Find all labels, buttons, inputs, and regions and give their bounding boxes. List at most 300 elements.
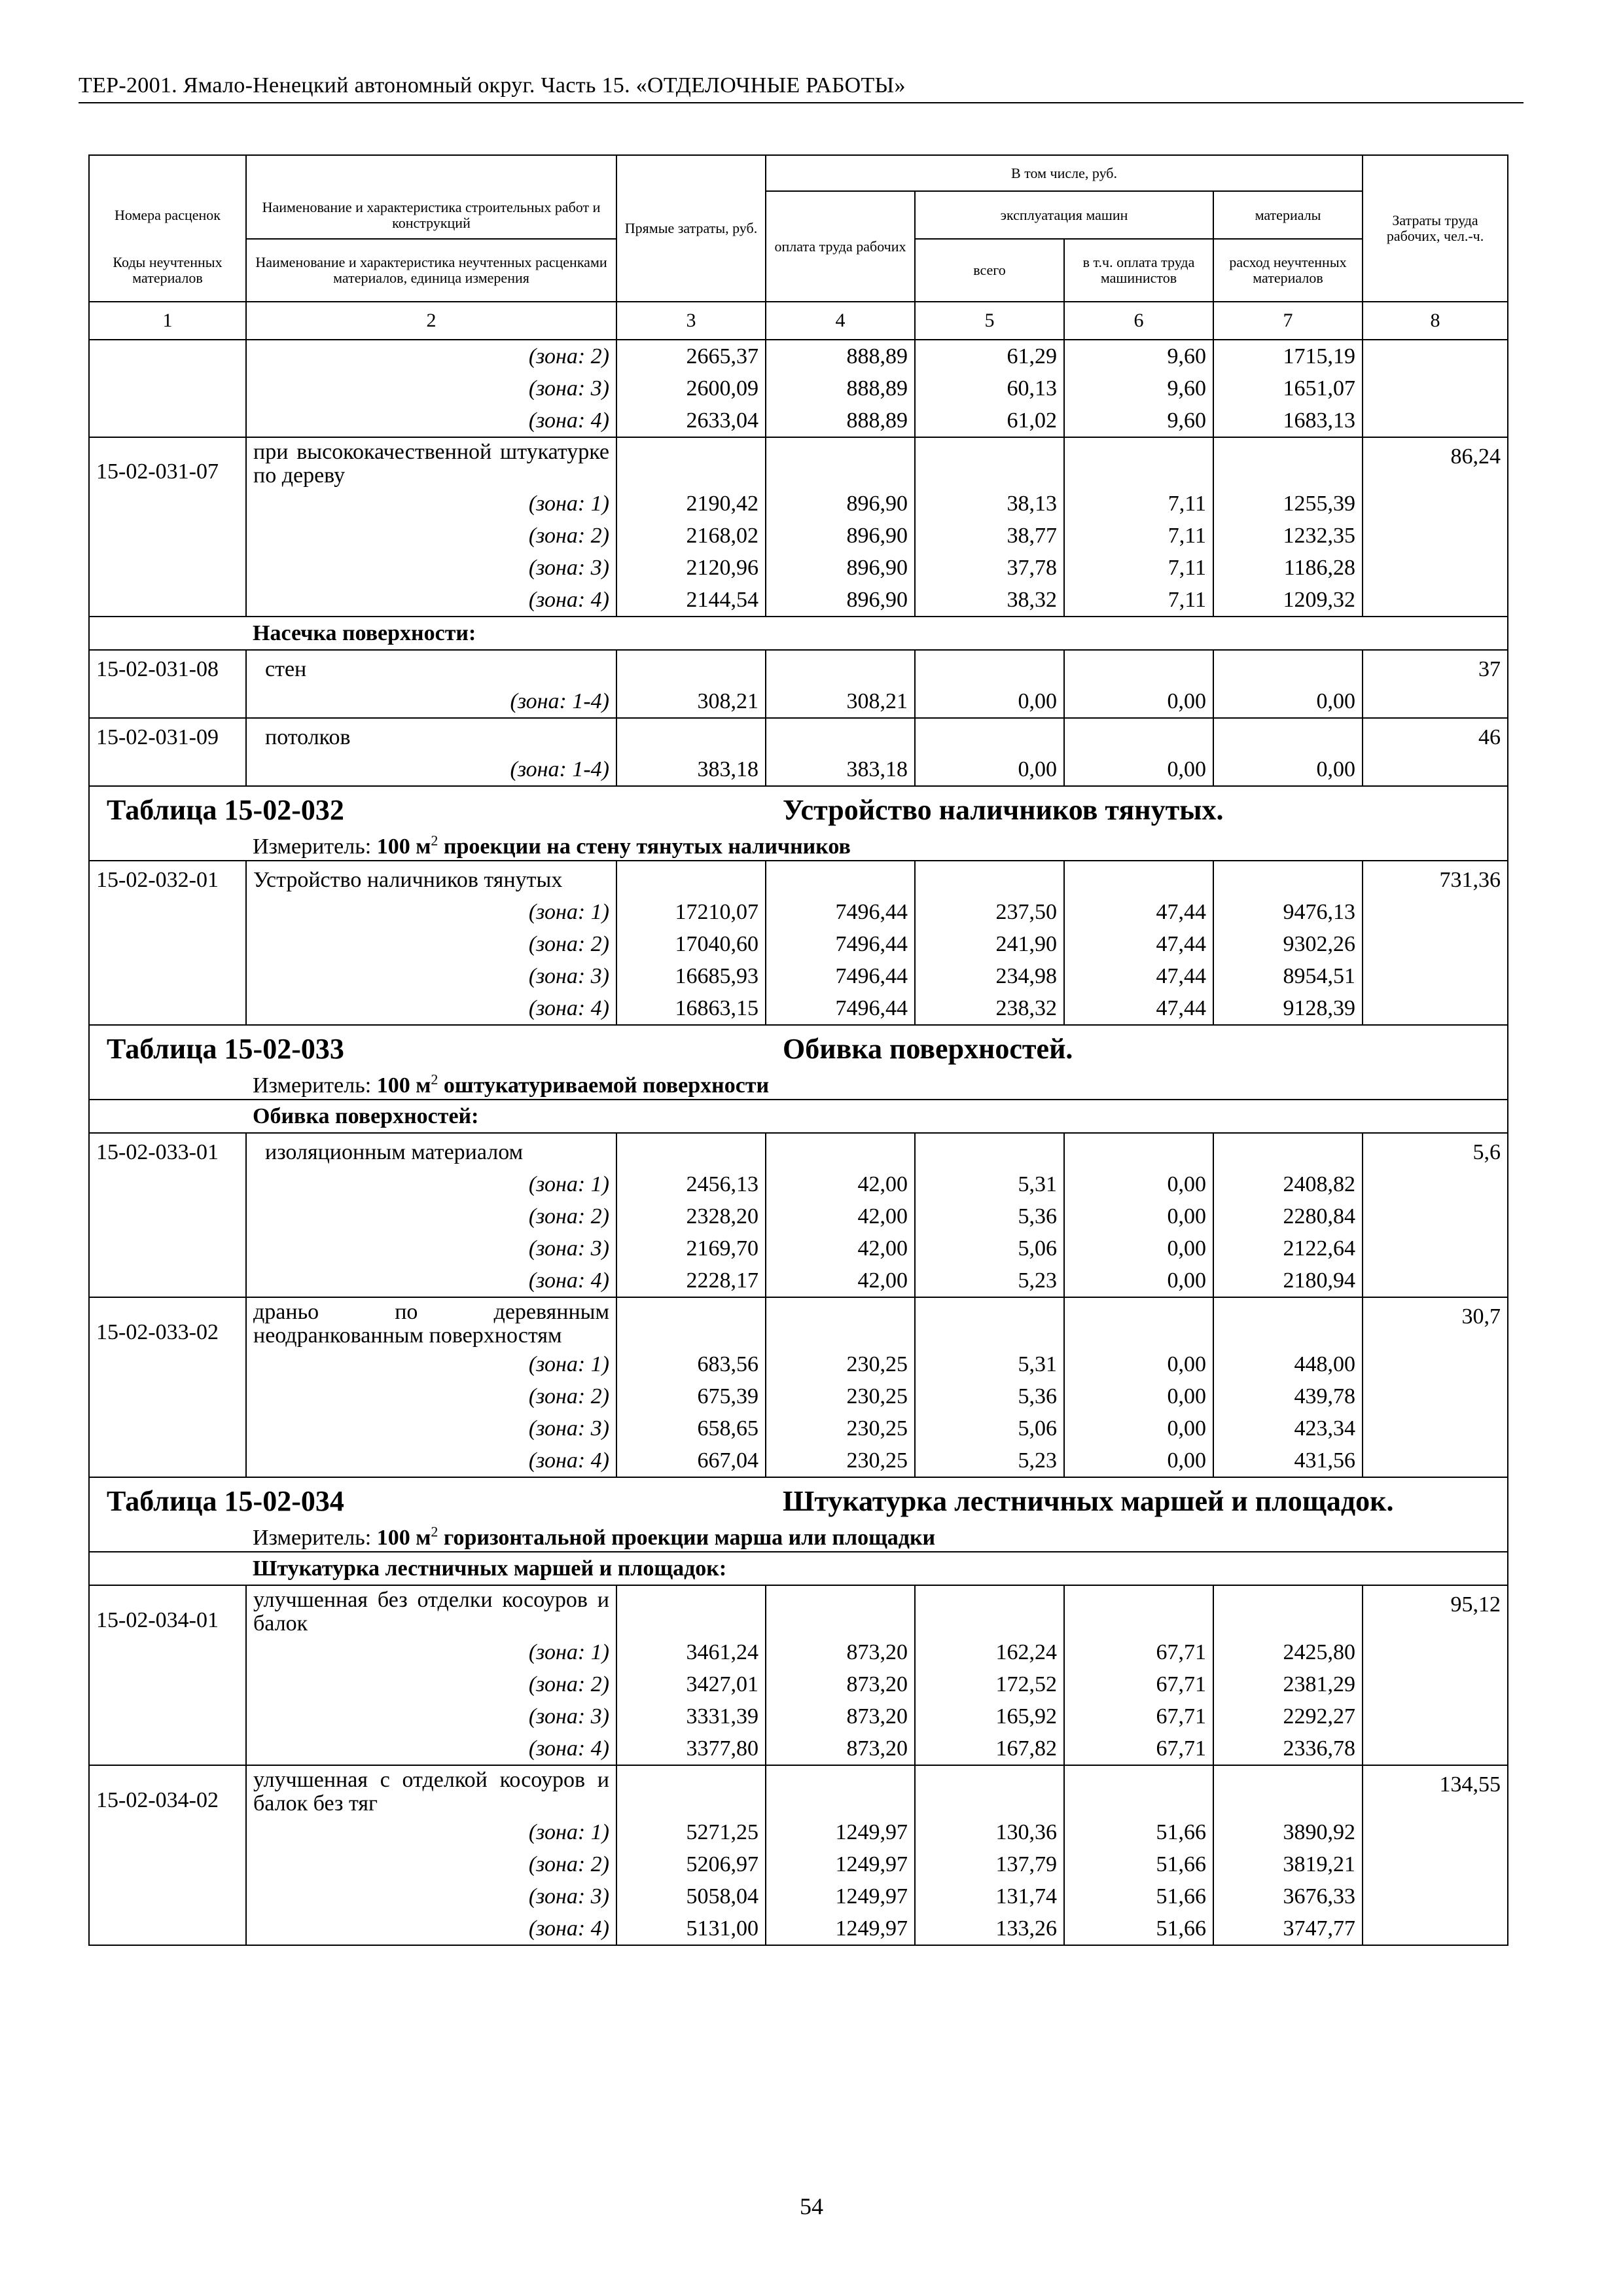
machines-pay: 47,44: [1064, 928, 1213, 960]
table-title-row: [89, 1477, 1508, 1525]
direct-cost: 3427,01: [616, 1668, 766, 1700]
item-row: [89, 1765, 1508, 1816]
materials: 1651,07: [1213, 372, 1363, 404]
item-name: драньо по деревянным неодранкованным поверхностям: [246, 1297, 616, 1348]
machines-pay: 9,60: [1064, 340, 1213, 372]
direct-cost: 383,18: [616, 753, 766, 786]
measure-row: [89, 1525, 1508, 1552]
col-number: 6: [1064, 302, 1213, 340]
empty-cell: [915, 1765, 1064, 1816]
measure-rest: горизонтальной проекции марша или площадки: [438, 1526, 936, 1550]
zone-label: (зона: 3): [246, 552, 616, 584]
direct-cost: 675,39: [616, 1380, 766, 1412]
zone-row: [89, 404, 1508, 437]
code-cell: [89, 1380, 246, 1412]
direct-cost: 2120,96: [616, 552, 766, 584]
zone-row: [89, 928, 1508, 960]
machines-total: 137,79: [915, 1848, 1064, 1880]
group-title: Штукатурка лестничных маршей и площадок:: [246, 1552, 1508, 1585]
empty-cell: [616, 861, 766, 896]
group-title: Обивка поверхностей:: [246, 1100, 1508, 1133]
labor-pay: 308,21: [766, 685, 915, 718]
machines-total: 238,32: [915, 992, 1064, 1025]
zone-label: (зона: 2): [246, 1668, 616, 1700]
machines-pay: 0,00: [1064, 1168, 1213, 1200]
col-name-top: Наименование и характеристика строительных работ и конструкций: [246, 192, 616, 239]
empty-cell: [1213, 861, 1363, 896]
materials: 2292,27: [1213, 1700, 1363, 1732]
empty-cell: [1064, 718, 1213, 753]
empty-cell: [1213, 1585, 1363, 1636]
machines-pay: 7,11: [1064, 584, 1213, 617]
machines-total: 167,82: [915, 1732, 1064, 1765]
labor-pay: 230,25: [766, 1412, 915, 1444]
machines-total: 5,31: [915, 1168, 1064, 1200]
materials: 3890,92: [1213, 1816, 1363, 1848]
zone-label: (зона: 1): [246, 488, 616, 520]
empty-cell: [766, 1297, 915, 1348]
zone-row: [89, 1168, 1508, 1200]
direct-cost: 2169,70: [616, 1232, 766, 1265]
col-machines-total: всего: [915, 239, 1064, 302]
direct-cost: 2144,54: [616, 584, 766, 617]
empty-cell: [915, 861, 1064, 896]
labor-pay: 42,00: [766, 1168, 915, 1200]
materials: 1715,19: [1213, 340, 1363, 372]
direct-cost: 2665,37: [616, 340, 766, 372]
zone-label: (зона: 1): [246, 1816, 616, 1848]
code-cell: [89, 1265, 246, 1297]
code-cell: [89, 1732, 246, 1765]
zone-label: (зона: 4): [246, 1732, 616, 1765]
zone-label: (зона: 3): [246, 1412, 616, 1444]
labor-pay: 888,89: [766, 372, 915, 404]
zone-row: [89, 1232, 1508, 1265]
measure-sup: 2: [431, 1525, 438, 1540]
empty-cell: [616, 1765, 766, 1816]
labor-cost-cell: [1363, 1348, 1508, 1380]
labor-cost-cell: [1363, 1380, 1508, 1412]
zone-label: (зона: 1): [246, 896, 616, 928]
col-included-group: В том числе, руб.: [766, 155, 1363, 191]
machines-total: 61,29: [915, 340, 1064, 372]
zone-row: [89, 584, 1508, 617]
zone-label: (зона: 1): [246, 1348, 616, 1380]
machines-total: 241,90: [915, 928, 1064, 960]
direct-cost: 2228,17: [616, 1265, 766, 1297]
labor-cost-cell: [1363, 1444, 1508, 1477]
group-row: [89, 1100, 1508, 1133]
labor-pay: 42,00: [766, 1232, 915, 1265]
item-name: Устройство наличников тянутых: [246, 861, 616, 896]
code-cell: [89, 1912, 246, 1945]
table-title-row: [89, 1025, 1508, 1073]
labor-cost: 46: [1363, 718, 1508, 753]
zone-row: [89, 1200, 1508, 1232]
machines-pay: 67,71: [1064, 1636, 1213, 1668]
labor-cost-cell: [1363, 1668, 1508, 1700]
empty-cell: [89, 1525, 246, 1552]
empty-cell: [766, 1585, 915, 1636]
item-code: 15-02-031-09: [89, 718, 246, 753]
labor-cost-cell: [1363, 1880, 1508, 1912]
zone-label: (зона: 4): [246, 992, 616, 1025]
empty-cell: [616, 650, 766, 685]
zone-row: [89, 340, 1508, 372]
machines-pay: 51,66: [1064, 1912, 1213, 1945]
zone-row: [89, 1816, 1508, 1848]
empty-cell: [1213, 1765, 1363, 1816]
machines-pay: 51,66: [1064, 1816, 1213, 1848]
labor-cost-cell: [1363, 1232, 1508, 1265]
table-title-row: [89, 786, 1508, 834]
empty-cell: [915, 650, 1064, 685]
col-number: 1: [89, 302, 246, 340]
labor-pay: 7496,44: [766, 960, 915, 992]
materials: 439,78: [1213, 1380, 1363, 1412]
machines-pay: 47,44: [1064, 896, 1213, 928]
zone-label: (зона: 1): [246, 1636, 616, 1668]
labor-pay: 873,20: [766, 1700, 915, 1732]
group-row: [89, 617, 1508, 650]
materials: 1683,13: [1213, 404, 1363, 437]
table-body: [89, 340, 1508, 1945]
labor-pay: 888,89: [766, 340, 915, 372]
materials: 2122,64: [1213, 1232, 1363, 1265]
machines-pay: 0,00: [1064, 1348, 1213, 1380]
machines-total: 165,92: [915, 1700, 1064, 1732]
direct-cost: 16863,15: [616, 992, 766, 1025]
machines-total: 5,06: [915, 1232, 1064, 1265]
labor-pay: 383,18: [766, 753, 915, 786]
machines-total: 61,02: [915, 404, 1064, 437]
machines-pay: 0,00: [1064, 753, 1213, 786]
measure-label: Измеритель:: [253, 834, 372, 859]
machines-pay: 9,60: [1064, 404, 1213, 437]
direct-cost: 667,04: [616, 1444, 766, 1477]
machines-pay: 0,00: [1064, 1200, 1213, 1232]
machines-total: 5,06: [915, 1412, 1064, 1444]
empty-cell: [1213, 718, 1363, 753]
materials: 1255,39: [1213, 488, 1363, 520]
labor-cost-cell: [1363, 520, 1508, 552]
zone-row: [89, 1636, 1508, 1668]
labor-cost-cell: [1363, 1200, 1508, 1232]
machines-total: 131,74: [915, 1880, 1064, 1912]
machines-pay: 67,71: [1064, 1668, 1213, 1700]
materials: 1209,32: [1213, 584, 1363, 617]
zone-row: [89, 992, 1508, 1025]
labor-cost-cell: [1363, 1636, 1508, 1668]
code-cell: [89, 552, 246, 584]
labor-cost: 30,7: [1363, 1297, 1508, 1348]
labor-cost-cell: [1363, 1412, 1508, 1444]
machines-pay: 0,00: [1064, 1412, 1213, 1444]
machines-total: 133,26: [915, 1912, 1064, 1945]
empty-cell: [89, 1073, 246, 1100]
labor-cost-cell: [1363, 1816, 1508, 1848]
table-number: Таблица 15-02-034: [89, 1477, 766, 1525]
empty-cell: [1213, 1297, 1363, 1348]
code-cell: [89, 1636, 246, 1668]
machines-total: 0,00: [915, 685, 1064, 718]
labor-pay: 7496,44: [766, 928, 915, 960]
measure-row: [89, 1073, 1508, 1100]
code-cell: [89, 1168, 246, 1200]
machines-pay: 67,71: [1064, 1700, 1213, 1732]
empty-cell: [1213, 650, 1363, 685]
empty-cell: [616, 1133, 766, 1168]
machines-pay: 0,00: [1064, 1380, 1213, 1412]
machines-total: 5,36: [915, 1380, 1064, 1412]
zone-label: (зона: 4): [246, 1912, 616, 1945]
machines-total: 162,24: [915, 1636, 1064, 1668]
zone-row: [89, 488, 1508, 520]
machines-total: 234,98: [915, 960, 1064, 992]
materials: 448,00: [1213, 1348, 1363, 1380]
materials: 1232,35: [1213, 520, 1363, 552]
measure-row: [89, 834, 1508, 861]
direct-cost: 5131,00: [616, 1912, 766, 1945]
materials: 431,56: [1213, 1444, 1363, 1477]
zone-label: (зона: 4): [246, 1444, 616, 1477]
col-machines-pay: в т.ч. оплата труда машинистов: [1064, 239, 1213, 302]
empty-cell: [89, 617, 246, 650]
zone-row: [89, 1444, 1508, 1477]
zone-row: [89, 896, 1508, 928]
labor-cost-cell: [1363, 1732, 1508, 1765]
empty-cell: [1064, 437, 1213, 488]
empty-cell: [1064, 650, 1213, 685]
materials: 9128,39: [1213, 992, 1363, 1025]
empty-cell: [616, 1297, 766, 1348]
labor-pay: 230,25: [766, 1380, 915, 1412]
zone-row: [89, 1668, 1508, 1700]
labor-cost-cell: [1363, 960, 1508, 992]
zone-label: (зона: 3): [246, 1700, 616, 1732]
direct-cost: 2600,09: [616, 372, 766, 404]
empty-cell: [766, 861, 915, 896]
empty-cell: [915, 718, 1064, 753]
materials: 2280,84: [1213, 1200, 1363, 1232]
col-number: 4: [766, 302, 915, 340]
labor-pay: 896,90: [766, 584, 915, 617]
table-number: Таблица 15-02-032: [89, 786, 766, 834]
table-number: Таблица 15-02-033: [89, 1025, 766, 1073]
machines-total: 5,36: [915, 1200, 1064, 1232]
empty-cell: [1064, 1585, 1213, 1636]
labor-cost-cell: [1363, 552, 1508, 584]
zone-row: [89, 1700, 1508, 1732]
machines-pay: 47,44: [1064, 992, 1213, 1025]
zone-row: [89, 1732, 1508, 1765]
item-row: [89, 1585, 1508, 1636]
labor-cost-cell: [1363, 1912, 1508, 1945]
labor-cost-cell: [1363, 372, 1508, 404]
direct-cost: 5271,25: [616, 1816, 766, 1848]
labor-cost-cell: [1363, 992, 1508, 1025]
item-name: потолков: [246, 718, 616, 753]
direct-cost: 2328,20: [616, 1200, 766, 1232]
item-row: [89, 650, 1508, 685]
item-code: 15-02-032-01: [89, 861, 246, 896]
materials: 2408,82: [1213, 1168, 1363, 1200]
code-cell: [89, 960, 246, 992]
machines-total: 37,78: [915, 552, 1064, 584]
measure: [246, 1525, 1508, 1552]
labor-cost: 5,6: [1363, 1133, 1508, 1168]
code-cell: [89, 1848, 246, 1880]
item-name: улучшенная без отделки косоуров и балок: [246, 1585, 616, 1636]
machines-pay: 0,00: [1064, 1265, 1213, 1297]
materials: 2425,80: [1213, 1636, 1363, 1668]
machines-total: 172,52: [915, 1668, 1064, 1700]
labor-pay: 42,00: [766, 1265, 915, 1297]
machines-total: 130,36: [915, 1816, 1064, 1848]
col-machines: эксплуатация машин: [915, 192, 1213, 239]
table-header: [89, 155, 1508, 340]
direct-cost: 2456,13: [616, 1168, 766, 1200]
zone-row: [89, 1880, 1508, 1912]
labor-cost-cell: [1363, 404, 1508, 437]
empty-cell: [616, 1585, 766, 1636]
empty-cell: [915, 1585, 1064, 1636]
labor-pay: 888,89: [766, 404, 915, 437]
measure-sup: 2: [431, 834, 438, 849]
item-code: 15-02-033-01: [89, 1133, 246, 1168]
labor-pay: 896,90: [766, 488, 915, 520]
labor-cost-cell: [1363, 685, 1508, 718]
measure: [246, 834, 1508, 861]
empty-cell: [89, 834, 246, 861]
measure: [246, 1073, 1508, 1100]
materials: 2336,78: [1213, 1732, 1363, 1765]
materials: 8954,51: [1213, 960, 1363, 992]
item-row: [89, 1133, 1508, 1168]
machines-pay: 67,71: [1064, 1732, 1213, 1765]
col-labor-pay: оплата труда рабочих: [766, 192, 915, 302]
code-cell: [89, 584, 246, 617]
zone-label: (зона: 4): [246, 584, 616, 617]
empty-cell: [766, 718, 915, 753]
direct-cost: 683,56: [616, 1348, 766, 1380]
zone-row: [89, 753, 1508, 786]
materials: 9476,13: [1213, 896, 1363, 928]
machines-total: 0,00: [915, 753, 1064, 786]
zone-row: [89, 960, 1508, 992]
code-cell: [89, 404, 246, 437]
labor-pay: 1249,97: [766, 1912, 915, 1945]
labor-cost-cell: [1363, 753, 1508, 786]
zone-label: (зона: 1): [246, 1168, 616, 1200]
code-cell: [89, 520, 246, 552]
labor-pay: 42,00: [766, 1200, 915, 1232]
machines-pay: 7,11: [1064, 488, 1213, 520]
code-cell: [89, 1668, 246, 1700]
materials: 423,34: [1213, 1412, 1363, 1444]
empty-cell: [766, 437, 915, 488]
zone-label: (зона: 3): [246, 1232, 616, 1265]
labor-cost-cell: [1363, 1265, 1508, 1297]
machines-total: 5,31: [915, 1348, 1064, 1380]
empty-cell: [1064, 1133, 1213, 1168]
machines-total: 60,13: [915, 372, 1064, 404]
machines-total: 5,23: [915, 1444, 1064, 1477]
machines-pay: 0,00: [1064, 1232, 1213, 1265]
machines-total: 38,32: [915, 584, 1064, 617]
item-name: улучшенная с отделкой косоуров и балок без тяг: [246, 1765, 616, 1816]
direct-cost: 5206,97: [616, 1848, 766, 1880]
zone-row: [89, 372, 1508, 404]
labor-cost: 731,36: [1363, 861, 1508, 896]
labor-pay: 230,25: [766, 1348, 915, 1380]
direct-cost: 2190,42: [616, 488, 766, 520]
labor-pay: 873,20: [766, 1668, 915, 1700]
running-header: ТЕР-2001. Ямало-Ненецкий автономный округ. Часть 15. «ОТДЕЛОЧНЫЕ РАБОТЫ»: [79, 73, 1524, 103]
empty-cell: [766, 1765, 915, 1816]
empty-cell: [1213, 437, 1363, 488]
measure-value: 100 м: [376, 1526, 431, 1550]
item-code: 15-02-033-02: [89, 1297, 246, 1348]
header-spacer: [246, 155, 616, 192]
empty-cell: [915, 1133, 1064, 1168]
zone-label: (зона: 3): [246, 960, 616, 992]
zone-row: [89, 1848, 1508, 1880]
code-cell: [89, 1700, 246, 1732]
code-cell: [89, 753, 246, 786]
col-direct-costs: Прямые затраты, руб.: [616, 155, 766, 302]
materials: 2180,94: [1213, 1265, 1363, 1297]
direct-cost: 658,65: [616, 1412, 766, 1444]
col-number: 5: [915, 302, 1064, 340]
empty-cell: [1064, 1765, 1213, 1816]
zone-row: [89, 1412, 1508, 1444]
labor-pay: 896,90: [766, 552, 915, 584]
zone-row: [89, 520, 1508, 552]
labor-pay: 230,25: [766, 1444, 915, 1477]
code-cell: [89, 685, 246, 718]
direct-cost: 2168,02: [616, 520, 766, 552]
measure-label: Измеритель:: [253, 1526, 372, 1550]
zone-label: (зона: 2): [246, 1380, 616, 1412]
item-code: 15-02-031-07: [89, 437, 246, 488]
empty-cell: [915, 1297, 1064, 1348]
zone-label: (зона: 1-4): [246, 685, 616, 718]
measure-rest: оштукатуриваемой поверхности: [438, 1073, 770, 1098]
labor-pay: 7496,44: [766, 896, 915, 928]
table-name: Штукатурка лестничных маршей и площадок.: [766, 1477, 1508, 1525]
item-name: при высококачественной штукатурке по дереву: [246, 437, 616, 488]
empty-cell: [616, 437, 766, 488]
code-cell: [89, 340, 246, 372]
col-name-bottom: Наименование и характеристика неучтенных расценками материалов, единица измерения: [246, 239, 616, 302]
zone-label: (зона: 2): [246, 340, 616, 372]
price-table: [88, 154, 1508, 1946]
code-cell: [89, 1816, 246, 1848]
machines-pay: 9,60: [1064, 372, 1213, 404]
zone-label: (зона: 4): [246, 1265, 616, 1297]
empty-cell: [1064, 1297, 1213, 1348]
zone-label: (зона: 2): [246, 928, 616, 960]
code-cell: [89, 896, 246, 928]
code-cell: [89, 1200, 246, 1232]
group-title: Насечка поверхности:: [246, 617, 1508, 650]
col-number: 2: [246, 302, 616, 340]
labor-cost: 37: [1363, 650, 1508, 685]
zone-label: (зона: 2): [246, 520, 616, 552]
empty-cell: [915, 437, 1064, 488]
table-name: Обивка поверхностей.: [766, 1025, 1508, 1073]
